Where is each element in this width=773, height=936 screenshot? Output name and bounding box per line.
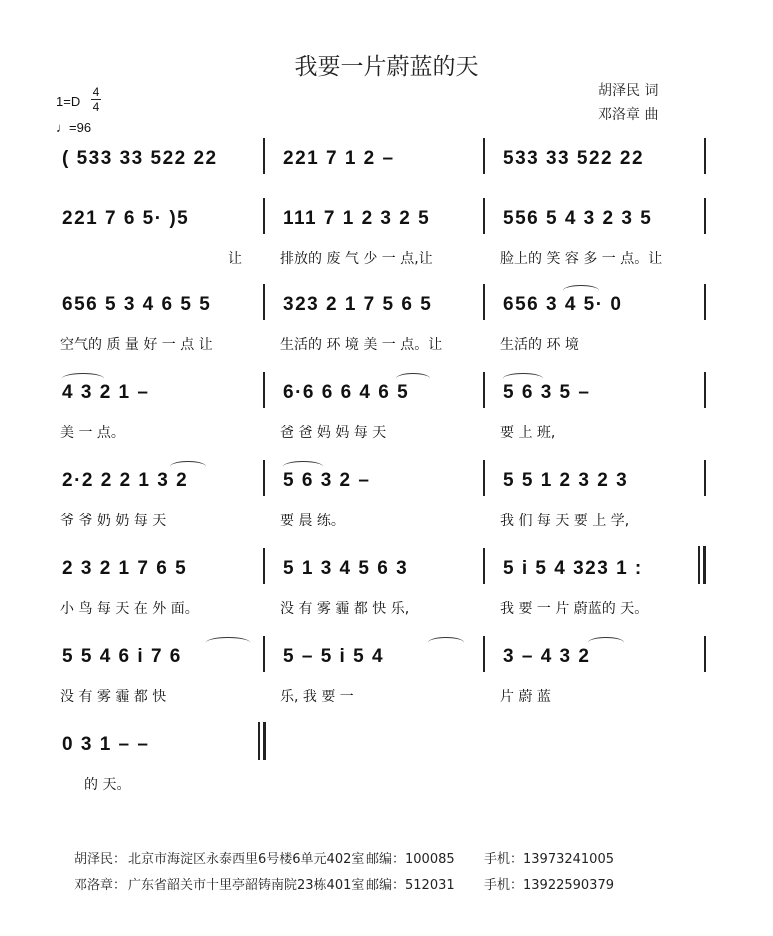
slur (428, 637, 464, 648)
contact-phone: 手机：13922590379 (484, 878, 614, 893)
measure: 0 3 1 – – (62, 734, 150, 755)
barline (704, 636, 706, 672)
barline (263, 198, 265, 234)
lyric-line: 让 (228, 251, 242, 267)
measure: 5 i 5 4 323 1 : (503, 558, 643, 579)
lyric-line: 空气的 质 量 好 一 点 让 (60, 337, 213, 353)
measure: 556 5 4 3 2 3 5 (503, 208, 653, 229)
lyric-line: 脸上的 笑 容 多 一 点。让 (500, 251, 663, 267)
contact-name: 邓洛章： (74, 878, 127, 893)
slur (396, 373, 430, 384)
lyric-line: 生活的 环 境 (500, 337, 579, 353)
slur (503, 373, 543, 384)
measure: 111 7 1 2 3 2 5 (283, 208, 431, 229)
measure: 3 – 4 3 2 (503, 646, 591, 667)
lyric-line: 没 有 雾 霾 都 快 乐, (280, 601, 410, 617)
lyric-line: 要 上 班, (500, 425, 556, 441)
slur (283, 461, 323, 472)
time-signature-bottom: 4 (92, 100, 100, 114)
measure: 5 1 3 4 5 6 3 (283, 558, 409, 579)
song-title: 我要一片蔚蓝的天 (294, 54, 479, 80)
measure: 2 3 2 1 7 6 5 (62, 558, 188, 579)
slur (62, 373, 104, 384)
thin-barline (258, 722, 260, 760)
measure: 221 7 1 2 – (283, 148, 395, 169)
slur (170, 461, 206, 472)
barline (263, 284, 265, 320)
barline (263, 548, 265, 584)
barline (483, 372, 485, 408)
lyric-line: 乐, 我 要 一 (280, 689, 354, 705)
barline (483, 460, 485, 496)
measure: 5 5 4 6 i 7 6 (62, 646, 182, 667)
thick-barline (703, 546, 706, 584)
barline (704, 372, 706, 408)
measure: 221 7 6 5· )5 (62, 208, 190, 229)
measure: 5 5 1 2 3 2 3 (503, 470, 629, 491)
lyric-line: 我 们 每 天 要 上 学, (500, 513, 630, 529)
lyric-line: 排放的 废 气 少 一 点,让 (280, 251, 433, 267)
barline (263, 372, 265, 408)
composer-credit: 邓洛章 曲 (598, 107, 659, 123)
barline (483, 138, 485, 174)
contact-name: 胡泽民： (74, 852, 127, 867)
time-signature-top: 4 (92, 85, 100, 99)
slur (588, 637, 624, 648)
tempo-marking: ♩=96 (56, 120, 92, 135)
measure: 6·6 6 6 4 6 5 (283, 382, 410, 403)
slur (563, 285, 599, 296)
lyric-line: 没 有 雾 霾 都 快 (60, 689, 167, 705)
contact-phone: 手机：13973241005 (484, 852, 614, 867)
barline (483, 198, 485, 234)
barline (483, 548, 485, 584)
barline (704, 138, 706, 174)
lyric-line: 生活的 环 境 美 一 点。让 (280, 337, 443, 353)
measure: 5 – 5 i 5 4 (283, 646, 385, 667)
measure: 323 2 1 7 5 6 5 (283, 294, 433, 315)
barline (263, 636, 265, 672)
lyric-line: 要 晨 练。 (280, 513, 345, 529)
measure: 2·2 2 2 1 3 2 (62, 470, 189, 491)
lyric-line: 的 天。 (84, 777, 131, 793)
barline (704, 460, 706, 496)
barline (704, 284, 706, 320)
thick-barline (263, 722, 266, 760)
slur (206, 637, 250, 648)
barline (263, 460, 265, 496)
lyricist-credit: 胡泽民 词 (598, 83, 659, 99)
measure: ( 533 33 522 22 (62, 148, 218, 169)
barline (704, 198, 706, 234)
barline (483, 636, 485, 672)
thin-barline (698, 546, 700, 584)
lyric-line: 我 要 一 片 蔚蓝的 天。 (500, 601, 649, 617)
contact-address: 广东省韶关市十里亭韶铸南院23栋401室 (128, 878, 365, 893)
measure: 533 33 522 22 (503, 148, 645, 169)
barline (483, 284, 485, 320)
measure: 5 6 3 2 – (283, 470, 371, 491)
measure: 5 6 3 5 – (503, 382, 591, 403)
lyric-line: 片 蔚 蓝 (500, 689, 551, 705)
lyric-line: 小 鸟 每 天 在 外 面。 (60, 601, 199, 617)
measure: 656 3 4 5· 0 (503, 294, 623, 315)
measure: 656 5 3 4 6 5 5 (62, 294, 212, 315)
key-signature: 1=D (56, 94, 81, 109)
contact-postcode: 邮编：512031 (366, 878, 455, 893)
contact-postcode: 邮编：100085 (366, 852, 455, 867)
measure: 4 3 2 1 – (62, 382, 150, 403)
lyric-line: 爷 爷 奶 奶 每 天 (60, 513, 167, 529)
lyric-line: 美 一 点。 (60, 425, 125, 441)
barline (263, 138, 265, 174)
lyric-line: 爸 爸 妈 妈 每 天 (280, 425, 387, 441)
contact-address: 北京市海淀区永泰西里6号楼6单元402室 (128, 852, 365, 867)
